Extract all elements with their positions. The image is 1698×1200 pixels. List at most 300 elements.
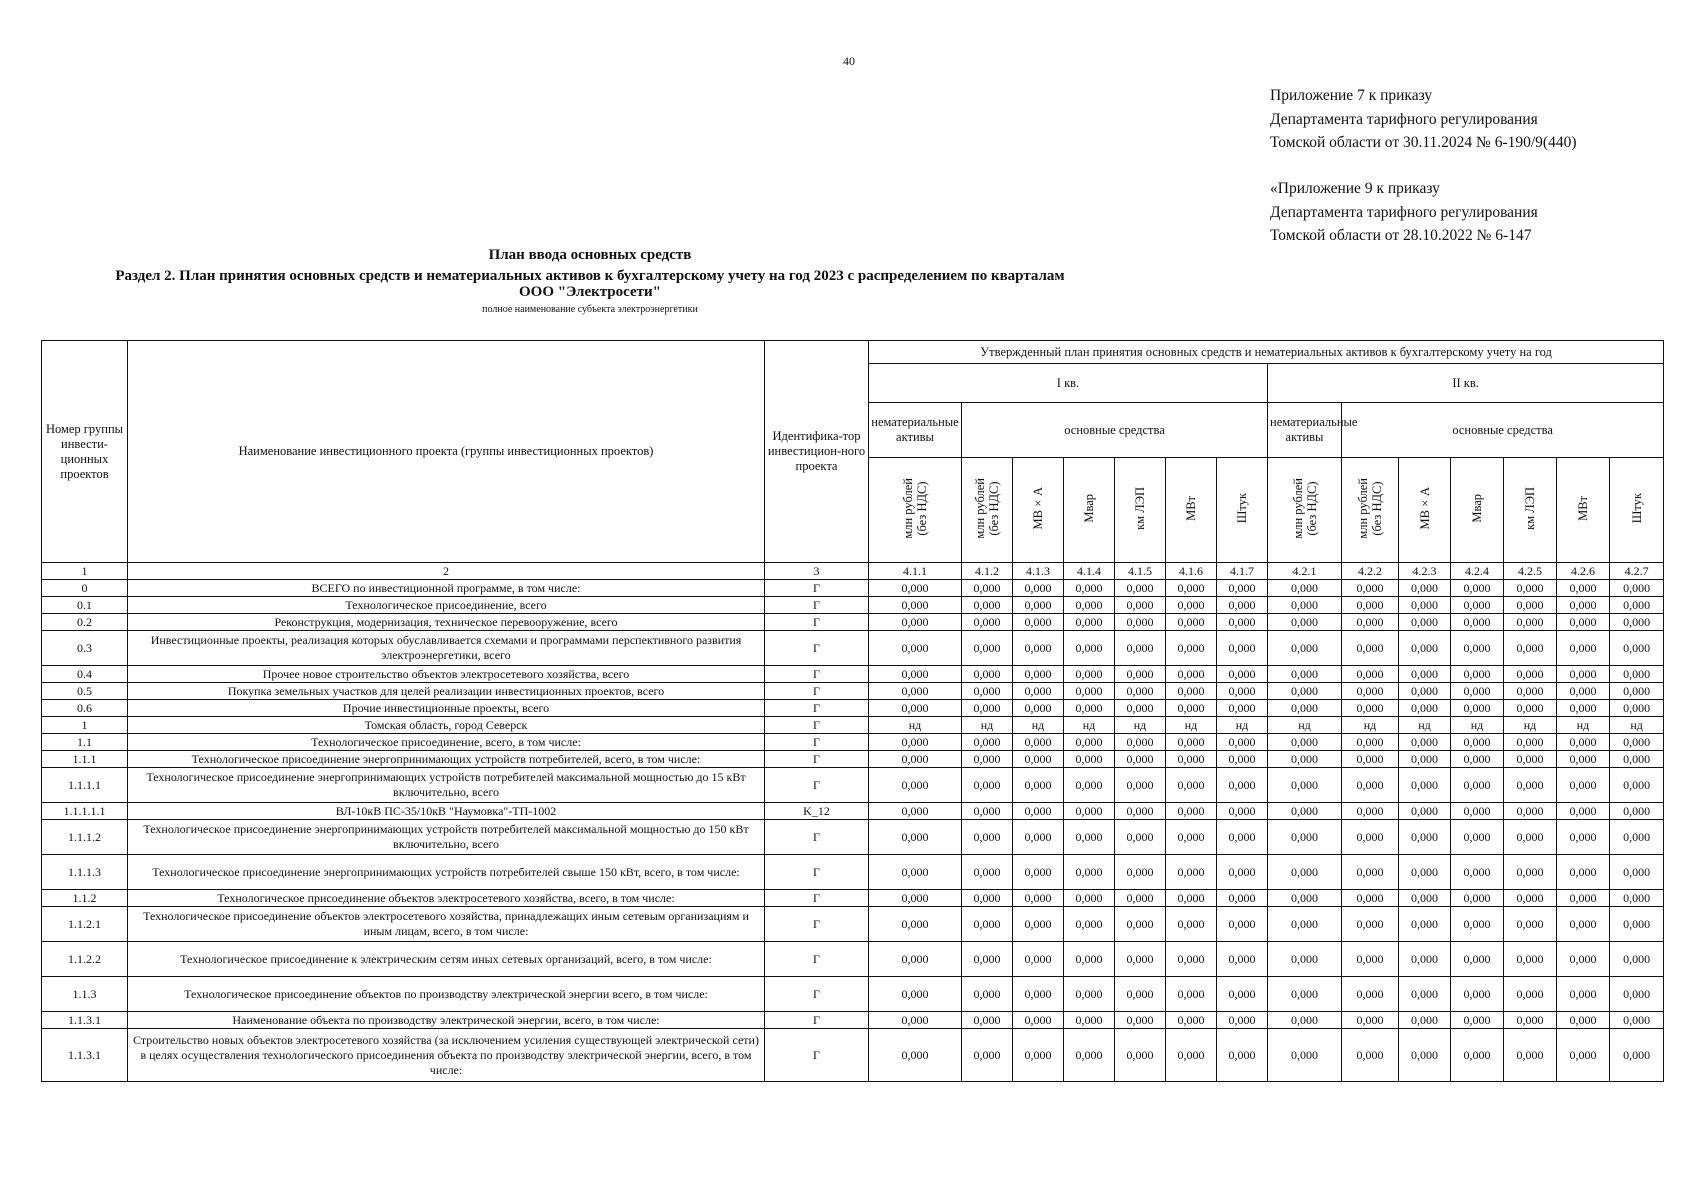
row-value-cell: 0,000: [1504, 890, 1557, 907]
row-value-cell: 0,000: [1342, 820, 1399, 855]
row-value-cell: 0,000: [962, 666, 1013, 683]
header-unit: [1217, 458, 1268, 563]
row-value-cell: 0,000: [1217, 597, 1268, 614]
row-value-cell: 0,000: [1610, 683, 1664, 700]
row-value-cell: 0,000: [1342, 734, 1399, 751]
table-row: [42, 1012, 1664, 1029]
table-row: [42, 890, 1664, 907]
column-number: 4.1.4: [1064, 563, 1115, 580]
table-row: [42, 1029, 1664, 1082]
row-value-cell: 0,000: [962, 907, 1013, 942]
table-row: [42, 942, 1664, 977]
row-value-cell: 0,000: [1557, 907, 1610, 942]
row-value-cell: 0,000: [1610, 666, 1664, 683]
row-value-cell: 0,000: [1217, 977, 1268, 1012]
header-unit-label: млн рублей (без НДС): [1290, 477, 1319, 539]
row-value-cell: 0,000: [1013, 1029, 1064, 1082]
row-value-cell: 0,000: [1399, 803, 1451, 820]
row-value-cell: 0,000: [1557, 614, 1610, 631]
header-unit: [1268, 458, 1342, 563]
row-project-name: Прочее новое строительство объектов электросетевого хозяйства, всего: [128, 666, 765, 683]
row-value-cell: 0,000: [1451, 734, 1504, 751]
row-value-cell: 0,000: [962, 734, 1013, 751]
row-value-cell: 0,000: [1610, 803, 1664, 820]
row-identifier: Г: [765, 631, 869, 666]
table-row: [42, 614, 1664, 631]
row-value-cell: 0,000: [1115, 768, 1166, 803]
header-unit: [1504, 458, 1557, 563]
row-value-cell: 0,000: [1557, 580, 1610, 597]
row-value-cell: 0,000: [962, 942, 1013, 977]
section-title: Раздел 2. План принятия основных средств и нематериальных активов к бухгалтерскому учету на год 2023 с распределением по кварталам: [115, 268, 1065, 284]
header-fixed-assets-q2: основные средства: [1342, 403, 1664, 458]
row-value-cell: 0,000: [1610, 820, 1664, 855]
row-value-cell: нд: [1504, 717, 1557, 734]
row-value-cell: 0,000: [1013, 977, 1064, 1012]
row-value-cell: 0,000: [1217, 1012, 1268, 1029]
row-value-cell: 0,000: [1557, 977, 1610, 1012]
row-value-cell: 0,000: [1451, 666, 1504, 683]
row-value-cell: 0,000: [869, 855, 962, 890]
row-value-cell: 0,000: [1504, 942, 1557, 977]
header-fixed-assets-q1: основные средства: [962, 403, 1268, 458]
header-unit-label: млн рублей (без НДС): [901, 477, 929, 539]
header-unit-label: МВт: [1576, 495, 1590, 521]
row-value-cell: 0,000: [1268, 1029, 1342, 1082]
row-value-cell: 0,000: [962, 855, 1013, 890]
row-group-number: 0.6: [42, 700, 128, 717]
row-project-name: Технологическое присоединение объектов электросетевого хозяйства, принадлежащих иным сетевым организациям и иным лицам, всего, в том числе:: [128, 907, 765, 942]
row-group-number: 1.1.2: [42, 890, 128, 907]
row-value-cell: 0,000: [1557, 597, 1610, 614]
row-value-cell: 0,000: [1557, 1029, 1610, 1082]
row-identifier: Г: [765, 820, 869, 855]
row-value-cell: 0,000: [1557, 820, 1610, 855]
row-value-cell: нд: [1342, 717, 1399, 734]
row-value-cell: 0,000: [1115, 631, 1166, 666]
row-value-cell: 0,000: [962, 977, 1013, 1012]
column-number: 4.1.2: [962, 563, 1013, 580]
row-value-cell: 0,000: [1166, 751, 1217, 768]
header-intangible-assets-q2: нематериальные активы: [1268, 403, 1342, 458]
row-value-cell: 0,000: [1064, 855, 1115, 890]
row-identifier: Г: [765, 751, 869, 768]
row-identifier: Г: [765, 890, 869, 907]
column-number: 4.2.1: [1268, 563, 1342, 580]
row-value-cell: 0,000: [1166, 683, 1217, 700]
row-value-cell: 0,000: [1268, 580, 1342, 597]
row-value-cell: 0,000: [1399, 768, 1451, 803]
row-value-cell: нд: [1399, 717, 1451, 734]
row-value-cell: 0,000: [1115, 1012, 1166, 1029]
row-value-cell: 0,000: [1610, 580, 1664, 597]
appendix-reference-original: [1270, 177, 1538, 248]
header-unit-label: Штук: [1629, 492, 1644, 524]
row-value-cell: 0,000: [1451, 614, 1504, 631]
row-value-cell: 0,000: [869, 803, 962, 820]
row-value-cell: 0,000: [1342, 803, 1399, 820]
row-value-cell: 0,000: [1399, 1012, 1451, 1029]
row-project-name: Технологическое присоединение к электрическим сетям иных сетевых организаций, всего, в том числе:: [128, 942, 765, 977]
row-value-cell: 0,000: [1268, 734, 1342, 751]
header-unit: [1115, 458, 1166, 563]
header-unit: [962, 458, 1013, 563]
row-value-cell: нд: [1064, 717, 1115, 734]
row-value-cell: 0,000: [869, 597, 962, 614]
row-value-cell: нд: [1115, 717, 1166, 734]
row-value-cell: 0,000: [1342, 942, 1399, 977]
row-value-cell: 0,000: [1451, 890, 1504, 907]
row-value-cell: 0,000: [962, 597, 1013, 614]
table-row: [42, 977, 1664, 1012]
table-row: [42, 700, 1664, 717]
row-value-cell: 0,000: [1399, 1029, 1451, 1082]
row-project-name: Технологическое присоединение энергопринимающих устройств потребителей максимальной мощностью до 15 кВт включительно, всего: [128, 768, 765, 803]
row-value-cell: 0,000: [1166, 597, 1217, 614]
row-value-cell: 0,000: [869, 614, 962, 631]
row-identifier: Г: [765, 717, 869, 734]
row-value-cell: 0,000: [869, 977, 962, 1012]
header-approved-plan: Утвержденный план принятия основных средств и нематериальных активов к бухгалтерскому учету на год: [869, 341, 1664, 364]
row-value-cell: 0,000: [1064, 666, 1115, 683]
row-value-cell: 0,000: [1115, 803, 1166, 820]
row-group-number: 0.1: [42, 597, 128, 614]
row-value-cell: 0,000: [1013, 597, 1064, 614]
row-value-cell: 0,000: [1451, 631, 1504, 666]
row-value-cell: 0,000: [1610, 942, 1664, 977]
row-value-cell: 0,000: [1064, 890, 1115, 907]
row-value-cell: 0,000: [1268, 683, 1342, 700]
row-value-cell: 0,000: [962, 614, 1013, 631]
row-value-cell: 0,000: [1013, 666, 1064, 683]
column-number: 4.1.7: [1217, 563, 1268, 580]
row-value-cell: 0,000: [1115, 1029, 1166, 1082]
row-group-number: 1.1.1.2: [42, 820, 128, 855]
row-project-name: Наименование объекта по производству электрической энергии, всего, в том числе:: [128, 1012, 765, 1029]
header-unit-label: Мвар: [1082, 493, 1096, 523]
row-value-cell: 0,000: [1342, 1029, 1399, 1082]
row-identifier: Г: [765, 1012, 869, 1029]
row-value-cell: 0,000: [962, 580, 1013, 597]
row-value-cell: 0,000: [1268, 631, 1342, 666]
row-value-cell: 0,000: [1399, 734, 1451, 751]
row-value-cell: 0,000: [1064, 1012, 1115, 1029]
row-value-cell: 0,000: [1504, 1012, 1557, 1029]
row-value-cell: 0,000: [1268, 768, 1342, 803]
row-identifier: Г: [765, 614, 869, 631]
row-value-cell: 0,000: [869, 942, 962, 977]
column-number: 4.2.2: [1342, 563, 1399, 580]
row-value-cell: 0,000: [1342, 751, 1399, 768]
row-value-cell: 0,000: [1217, 683, 1268, 700]
header-unit-label: км ЛЭП: [1133, 486, 1147, 530]
row-value-cell: 0,000: [1268, 977, 1342, 1012]
column-number: 4.2.4: [1451, 563, 1504, 580]
row-identifier: Г: [765, 768, 869, 803]
row-group-number: 1: [42, 717, 128, 734]
row-value-cell: 0,000: [962, 1012, 1013, 1029]
row-value-cell: 0,000: [1115, 942, 1166, 977]
row-value-cell: 0,000: [1610, 855, 1664, 890]
row-value-cell: 0,000: [1268, 942, 1342, 977]
row-value-cell: 0,000: [1610, 768, 1664, 803]
row-value-cell: 0,000: [1451, 1029, 1504, 1082]
row-value-cell: 0,000: [869, 631, 962, 666]
column-number: 4.2.3: [1399, 563, 1451, 580]
row-value-cell: 0,000: [1399, 890, 1451, 907]
row-value-cell: 0,000: [1268, 597, 1342, 614]
row-value-cell: 0,000: [1115, 977, 1166, 1012]
column-number: 3: [765, 563, 869, 580]
table-row: [42, 631, 1664, 666]
row-value-cell: 0,000: [1217, 942, 1268, 977]
row-value-cell: 0,000: [962, 803, 1013, 820]
row-value-cell: 0,000: [1504, 768, 1557, 803]
row-value-cell: 0,000: [1064, 734, 1115, 751]
column-number: 4.2.7: [1610, 563, 1664, 580]
row-value-cell: 0,000: [1342, 666, 1399, 683]
column-number: 4.1.3: [1013, 563, 1064, 580]
row-value-cell: 0,000: [1013, 751, 1064, 768]
row-value-cell: 0,000: [1342, 890, 1399, 907]
row-value-cell: 0,000: [1268, 666, 1342, 683]
row-value-cell: нд: [962, 717, 1013, 734]
row-value-cell: 0,000: [1013, 890, 1064, 907]
row-project-name: Технологическое присоединение энергопринимающих устройств потребителей свыше 150 кВт, всего, в том числе:: [128, 855, 765, 890]
row-identifier: Г: [765, 977, 869, 1012]
row-identifier: Г: [765, 683, 869, 700]
row-value-cell: 0,000: [869, 751, 962, 768]
row-project-name: Покупка земельных участков для целей реализации инвестиционных проектов, всего: [128, 683, 765, 700]
row-group-number: 1.1.3: [42, 977, 128, 1012]
row-value-cell: 0,000: [1399, 597, 1451, 614]
row-value-cell: 0,000: [1166, 820, 1217, 855]
fixed-assets-plan-table: [41, 340, 1664, 1082]
row-value-cell: нд: [1451, 717, 1504, 734]
row-value-cell: 0,000: [1399, 907, 1451, 942]
document-title-block: [80, 246, 1100, 316]
header-unit-label: Штук: [1235, 492, 1249, 524]
company-name: ООО "Электросети": [518, 284, 661, 300]
company-caption: полное наименование субъекта электроэнергетики: [482, 304, 698, 315]
row-value-cell: 0,000: [1504, 631, 1557, 666]
row-value-cell: нд: [1557, 717, 1610, 734]
row-value-cell: 0,000: [1064, 977, 1115, 1012]
row-project-name: Технологическое присоединение, всего: [128, 597, 765, 614]
header-unit-label: км ЛЭП: [1523, 486, 1537, 530]
row-value-cell: 0,000: [869, 890, 962, 907]
row-value-cell: 0,000: [1610, 751, 1664, 768]
appendix-reference-current: [1270, 84, 1577, 155]
row-value-cell: 0,000: [1166, 1012, 1217, 1029]
row-value-cell: 0,000: [1064, 580, 1115, 597]
row-project-name: ВСЕГО по инвестиционной программе, в том числе:: [128, 580, 765, 597]
row-group-number: 1.1.3.1: [42, 1029, 128, 1082]
row-value-cell: 0,000: [1013, 855, 1064, 890]
row-value-cell: 0,000: [1115, 666, 1166, 683]
row-group-number: 1.1.1.1.1: [42, 803, 128, 820]
row-value-cell: 0,000: [1342, 631, 1399, 666]
row-value-cell: 0,000: [1064, 751, 1115, 768]
row-value-cell: 0,000: [1504, 580, 1557, 597]
row-value-cell: 0,000: [1217, 855, 1268, 890]
row-value-cell: 0,000: [962, 768, 1013, 803]
row-value-cell: 0,000: [1166, 890, 1217, 907]
row-group-number: 1.1.1.1: [42, 768, 128, 803]
row-value-cell: 0,000: [1610, 614, 1664, 631]
row-value-cell: 0,000: [1342, 907, 1399, 942]
column-number: 4.1.1: [869, 563, 962, 580]
row-value-cell: нд: [1268, 717, 1342, 734]
row-value-cell: 0,000: [1064, 700, 1115, 717]
row-value-cell: 0,000: [1268, 820, 1342, 855]
row-value-cell: 0,000: [1217, 803, 1268, 820]
row-value-cell: 0,000: [1115, 580, 1166, 597]
row-value-cell: 0,000: [1610, 734, 1664, 751]
row-identifier: Г: [765, 734, 869, 751]
row-value-cell: 0,000: [1399, 751, 1451, 768]
row-value-cell: 0,000: [962, 820, 1013, 855]
row-value-cell: 0,000: [1610, 700, 1664, 717]
row-value-cell: 0,000: [1013, 907, 1064, 942]
column-number: 4.1.5: [1115, 563, 1166, 580]
row-value-cell: 0,000: [1166, 768, 1217, 803]
row-value-cell: 0,000: [1166, 942, 1217, 977]
row-project-name: ВЛ-10кВ ПС-35/10кВ "Наумовка"-ТП-1002: [128, 803, 765, 820]
row-group-number: 1.1.2.2: [42, 942, 128, 977]
row-value-cell: 0,000: [1166, 580, 1217, 597]
row-value-cell: 0,000: [1166, 907, 1217, 942]
row-value-cell: 0,000: [1268, 803, 1342, 820]
row-value-cell: 0,000: [1166, 977, 1217, 1012]
appendix-line: Приложение 7 к приказу: [1270, 87, 1433, 104]
row-group-number: 1.1.2.1: [42, 907, 128, 942]
appendix-line: Департамента тарифного регулирования: [1270, 110, 1538, 128]
row-project-name: Технологическое присоединение объектов по производству электрической энергии всего, в том числе:: [128, 977, 765, 1012]
row-value-cell: 0,000: [1013, 614, 1064, 631]
row-identifier: Г: [765, 907, 869, 942]
row-value-cell: 0,000: [869, 768, 962, 803]
row-project-name: Технологическое присоединение энергопринимающих устройств потребителей максимальной мощностью до 150 кВт включительно, всего: [128, 820, 765, 855]
header-unit-label: МВ×А: [1417, 486, 1432, 530]
row-value-cell: 0,000: [1451, 751, 1504, 768]
row-value-cell: 0,000: [1610, 1029, 1664, 1082]
row-value-cell: 0,000: [1166, 734, 1217, 751]
row-value-cell: 0,000: [1268, 890, 1342, 907]
row-value-cell: 0,000: [1064, 820, 1115, 855]
row-value-cell: 0,000: [1115, 820, 1166, 855]
row-value-cell: 0,000: [962, 751, 1013, 768]
appendix-line: Томской области от 28.10.2022 № 6-147: [1270, 227, 1532, 244]
row-value-cell: 0,000: [962, 631, 1013, 666]
page-number: 40: [843, 54, 855, 68]
row-value-cell: 0,000: [869, 734, 962, 751]
row-value-cell: 0,000: [1115, 907, 1166, 942]
header-unit-label: МВт: [1184, 495, 1198, 521]
row-value-cell: 0,000: [1504, 803, 1557, 820]
row-value-cell: 0,000: [1610, 1012, 1664, 1029]
row-value-cell: 0,000: [1115, 683, 1166, 700]
row-value-cell: 0,000: [1342, 977, 1399, 1012]
row-value-cell: 0,000: [869, 1012, 962, 1029]
row-group-number: 1.1.1: [42, 751, 128, 768]
row-value-cell: 0,000: [1504, 597, 1557, 614]
row-value-cell: 0,000: [1166, 700, 1217, 717]
header-unit-label: млн рублей (без НДС): [1356, 477, 1384, 539]
row-value-cell: 0,000: [1217, 614, 1268, 631]
row-value-cell: 0,000: [1217, 666, 1268, 683]
header-unit: [869, 458, 962, 563]
row-project-name: Технологическое присоединение энергопринимающих устройств потребителей, всего, в том числе:: [128, 751, 765, 768]
header-unit: [1557, 458, 1610, 563]
row-group-number: 0.5: [42, 683, 128, 700]
row-value-cell: 0,000: [1557, 751, 1610, 768]
table-row: [42, 666, 1664, 683]
row-value-cell: 0,000: [1115, 890, 1166, 907]
row-value-cell: 0,000: [1166, 614, 1217, 631]
row-value-cell: 0,000: [1451, 700, 1504, 717]
row-value-cell: 0,000: [962, 683, 1013, 700]
row-value-cell: 0,000: [1342, 855, 1399, 890]
row-group-number: 1.1.3.1: [42, 1012, 128, 1029]
row-value-cell: 0,000: [1064, 614, 1115, 631]
row-value-cell: 0,000: [1166, 666, 1217, 683]
row-value-cell: 0,000: [1399, 683, 1451, 700]
row-value-cell: 0,000: [1064, 803, 1115, 820]
row-value-cell: 0,000: [1166, 855, 1217, 890]
row-value-cell: нд: [869, 717, 962, 734]
row-value-cell: 0,000: [869, 1029, 962, 1082]
row-value-cell: 0,000: [1342, 614, 1399, 631]
row-value-cell: 0,000: [1399, 942, 1451, 977]
row-value-cell: 0,000: [1451, 942, 1504, 977]
row-value-cell: 0,000: [1268, 751, 1342, 768]
row-group-number: 0: [42, 580, 128, 597]
row-value-cell: 0,000: [1399, 700, 1451, 717]
row-value-cell: нд: [1013, 717, 1064, 734]
row-value-cell: 0,000: [1013, 803, 1064, 820]
row-value-cell: 0,000: [1115, 855, 1166, 890]
row-value-cell: 0,000: [1268, 855, 1342, 890]
column-number: 4.1.6: [1166, 563, 1217, 580]
row-value-cell: 0,000: [1610, 597, 1664, 614]
row-value-cell: 0,000: [1064, 768, 1115, 803]
row-value-cell: 0,000: [1504, 700, 1557, 717]
row-value-cell: 0,000: [869, 907, 962, 942]
header-unit: [1399, 458, 1451, 563]
row-value-cell: 0,000: [1217, 890, 1268, 907]
row-value-cell: 0,000: [1504, 751, 1557, 768]
table-row: [42, 597, 1664, 614]
row-identifier: Г: [765, 597, 869, 614]
header-intangible-assets-q1: нематериальные активы: [869, 403, 962, 458]
row-value-cell: 0,000: [1064, 1029, 1115, 1082]
row-value-cell: 0,000: [1064, 631, 1115, 666]
row-value-cell: 0,000: [1013, 700, 1064, 717]
row-value-cell: 0,000: [1013, 768, 1064, 803]
row-value-cell: 0,000: [1013, 683, 1064, 700]
row-value-cell: 0,000: [1064, 907, 1115, 942]
header-unit: [1451, 458, 1504, 563]
row-group-number: 0.2: [42, 614, 128, 631]
row-value-cell: 0,000: [1268, 614, 1342, 631]
row-value-cell: нд: [1166, 717, 1217, 734]
row-project-name: Технологическое присоединение, всего, в том числе:: [128, 734, 765, 751]
column-number: 4.2.6: [1557, 563, 1610, 580]
row-value-cell: 0,000: [1557, 942, 1610, 977]
header-unit: [1610, 458, 1664, 563]
table-row: [42, 580, 1664, 597]
